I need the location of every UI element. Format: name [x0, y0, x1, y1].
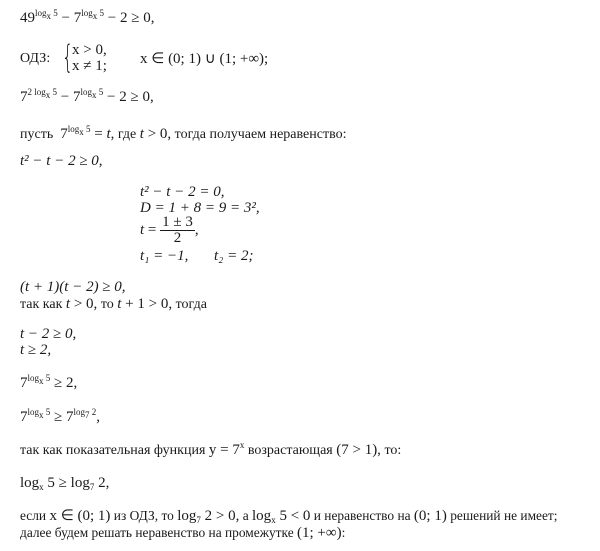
- discriminant: D = 1 + 8 = 9 = 3²,: [140, 200, 260, 216]
- text-fragment: возрастающая: [247, 443, 333, 458]
- fraction-denominator: 2: [173, 230, 182, 246]
- text-fragment: из ОДЗ, то: [113, 508, 174, 523]
- quadratic-equation: t² − t − 2 = 0,: [140, 184, 225, 200]
- inequality-t-minus-2: t − 2 ≥ 0,: [20, 326, 77, 342]
- text-fragment: пусть: [20, 127, 54, 142]
- factored-inequality: (t + 1)(t − 2) ≥ 0,: [20, 279, 126, 295]
- odz-condition-1: x > 0,: [72, 42, 107, 58]
- text-fragment: где: [117, 127, 137, 142]
- text-fragment: тогда получаем неравенство:: [174, 127, 347, 142]
- text-fragment: то: [100, 297, 114, 312]
- interval-line: далее будем решать неравенство на промежутке (1; +∞):: [20, 525, 346, 541]
- inequality-t-ge-2: t ≥ 2,: [20, 342, 52, 358]
- text-fragment: :: [341, 525, 346, 540]
- odz-condition-2: x ≠ 1;: [72, 58, 107, 74]
- monotonic-reasoning: так как показательная функция $y = 7^x$ возрастающая (7 > 1), то:: [20, 440, 402, 458]
- roots-formula: t = $\frac{1 \pm 3}{2}$ ,: [140, 214, 199, 246]
- text-fragment: если: [20, 508, 47, 523]
- text-fragment: далее будем решать неравенство на промежутке: [20, 525, 294, 540]
- equation-rewritten: $7^{2 log_x 5} - 7^{log_x 5} - 2 \ge 0$,: [20, 87, 154, 105]
- system-brace: {: [62, 38, 74, 76]
- substitution-line: пусть $7^{log_x 5} = t$, где t > 0, тогда получаем неравенство:: [20, 124, 347, 142]
- case-analysis-line: если x ∈ (0; 1) из ОДЗ, то $\log_7 2 > 0$, а $\log_x 5 < 0$ и неравенство на (0; 1) решений не имеет;: [20, 508, 558, 525]
- fraction-numerator: 1 ± 3: [162, 214, 193, 230]
- text-fragment: решений не имеет;: [450, 508, 558, 523]
- text-fragment: а: [242, 508, 249, 523]
- exp-inequality-same-base: $7^{log_x 5} \ge 7^{log_7 2}$,: [20, 407, 101, 425]
- equation-original: $49^{log_x 5} - 7^{log_x 5} - 2 \ge 0$,: [20, 8, 155, 26]
- odz-label: ОДЗ:: [20, 51, 51, 66]
- text-fragment: так как показательная функция: [20, 443, 206, 458]
- quadratic-inequality: t² − t − 2 ≥ 0,: [20, 153, 103, 169]
- log-inequality: $\log_x 5 \ge \log_7 2$,: [20, 475, 110, 492]
- root-2: t₂ = 2;: [214, 248, 254, 264]
- text-fragment: и неравенство на: [313, 508, 411, 523]
- text-fragment: тогда: [175, 297, 207, 312]
- root-1: t₁ = −1,: [140, 248, 189, 264]
- text-fragment: то:: [384, 443, 402, 458]
- text-fragment: так как: [20, 297, 63, 312]
- reasoning-line: так как t > 0, то t + 1 > 0, тогда: [20, 296, 207, 312]
- odz-result: x ∈ (0; 1) ∪ (1; +∞);: [140, 51, 269, 67]
- exp-inequality: $7^{log_x 5} \ge 2$,: [20, 373, 78, 391]
